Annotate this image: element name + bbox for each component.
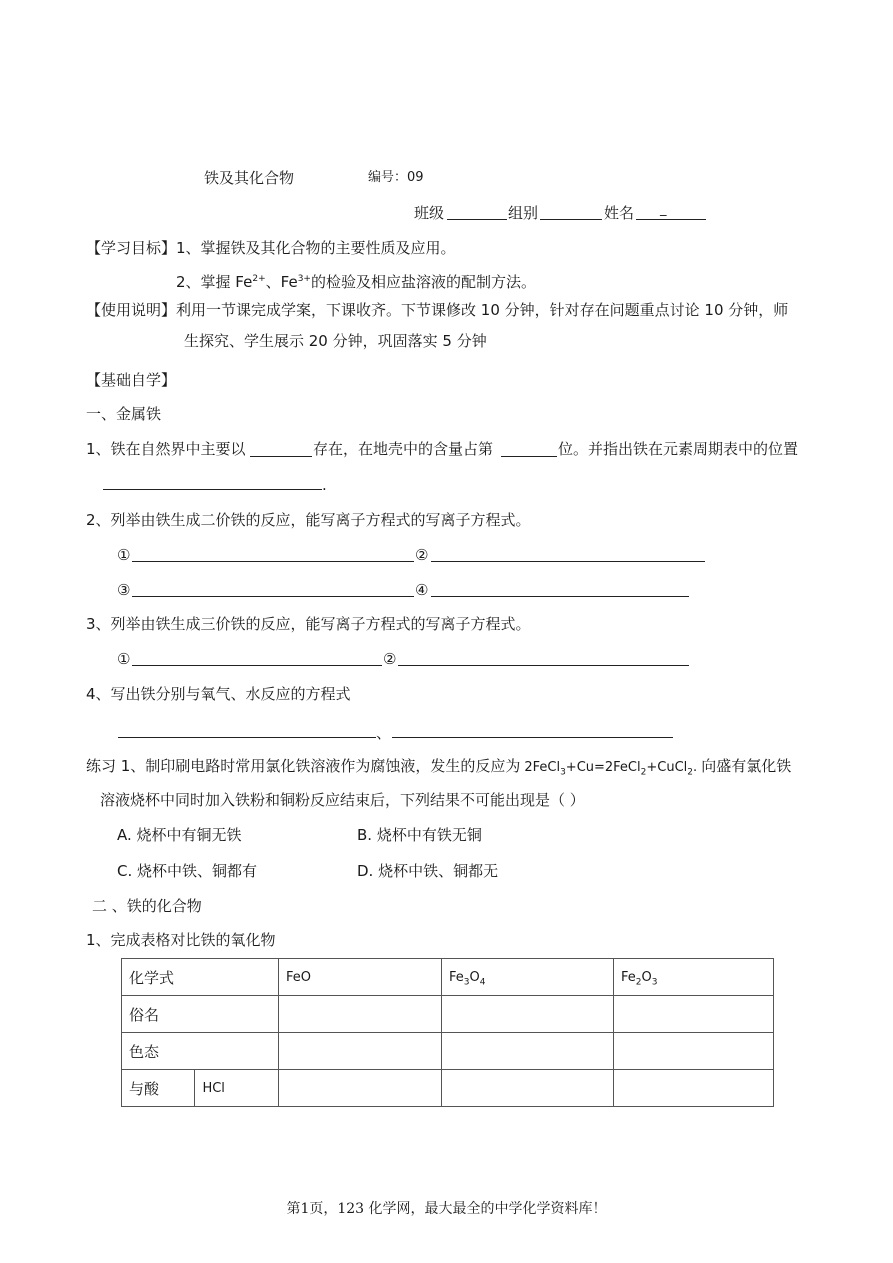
goals-item2-text-c: 的检验及相应盐溶液的配制方法。 <box>310 273 536 291</box>
table-cell[interactable] <box>442 1033 614 1070</box>
page-footer: 第1页，123 化学网，最大最全的中学化学资料库！ <box>286 1201 607 1217</box>
q2-blank-1[interactable] <box>132 561 414 562</box>
eq-sub-1: 3 <box>560 767 566 778</box>
q2-circ-2: ② <box>415 546 429 564</box>
eq-end: . <box>693 760 702 775</box>
class-field[interactable] <box>447 219 507 220</box>
group-field[interactable] <box>540 219 602 220</box>
table-cell[interactable] <box>614 1070 774 1107</box>
q1-text-b: 存在，在地壳中的含量占第 <box>313 440 494 458</box>
practice-text-1-tail: 向盛有氯化铁 <box>701 757 792 775</box>
table-cell[interactable] <box>279 996 442 1033</box>
learning-goals-1 <box>86 238 456 258</box>
table-header-fe2o3 <box>614 959 774 996</box>
fe2o3-sub1: 2 <box>635 977 642 988</box>
q2-blank-4[interactable] <box>431 596 689 597</box>
eq-part-c: +CuCl <box>646 760 688 775</box>
class-label: 班级 <box>414 204 445 222</box>
q2-circ-4: ④ <box>415 581 429 599</box>
option-d[interactable]: D. 烧杯中铁、铜都无 <box>357 862 499 880</box>
practice-text-2: 溶液烧杯中同时加入铁粉和铜粉反应结束后，下列结果不可能出现是（ ） <box>100 791 585 809</box>
option-a[interactable]: A. 烧杯中有铜无铁 <box>117 826 242 844</box>
basic-tag: 【基础自学】 <box>86 371 177 389</box>
q1-text-a: 1、铁在自然界中主要以 <box>86 440 246 458</box>
q3-blank-2[interactable] <box>398 665 689 666</box>
q1-blank-1[interactable] <box>250 456 312 457</box>
goals-sup-2plus: 2+ <box>252 274 266 284</box>
goals-item2-text: 2、掌握 Fe <box>176 273 253 291</box>
usage-line-1 <box>86 300 788 320</box>
goals-item1: 1、掌握铁及其化合物的主要性质及应用。 <box>176 239 456 257</box>
table-cell[interactable] <box>614 996 774 1033</box>
q3-circ-1: ① <box>117 650 131 668</box>
practice-line-1 <box>86 756 791 778</box>
iron-oxides-table <box>121 958 774 1107</box>
fe2o3-b: O <box>641 969 652 985</box>
eq-sub-2: 2 <box>640 767 647 778</box>
q3-text: 3、列举由铁生成三价铁的反应，能写离子方程式的写离子方程式。 <box>86 615 531 633</box>
eq-sub-3: 2 <box>687 767 693 778</box>
table-row <box>122 1070 774 1107</box>
table-row <box>122 959 774 996</box>
table-row-label-common-name: 俗名 <box>122 996 279 1033</box>
table-row-label-color-state: 色态 <box>122 1033 279 1070</box>
q1-blank-2[interactable] <box>501 456 557 457</box>
q1-blank-3[interactable] <box>103 489 322 490</box>
doc-number: 编号：09 <box>368 170 424 185</box>
fe2o3-a: Fe <box>621 969 636 985</box>
section2-title: 二 、铁的化合物 <box>92 897 202 915</box>
practice-text-1: 练习 1、制印刷电路时常用氯化铁溶液作为腐蚀液，发生的反应为 <box>86 757 521 775</box>
q2-text: 2、列举由铁生成二价铁的反应，能写离子方程式的写离子方程式。 <box>86 511 531 529</box>
table-cell[interactable] <box>279 1070 442 1107</box>
learning-goals-2 <box>176 272 536 292</box>
usage-text-2: 生探究、学生展示 20 分钟，巩固落实 5 分钟 <box>184 332 487 350</box>
table-cell[interactable] <box>442 996 614 1033</box>
goals-item2-text-b: 、Fe <box>265 273 298 291</box>
q4-separator: 、 <box>376 724 392 742</box>
eq-part-b: +Cu=2FeCl <box>565 760 641 775</box>
table-row-label-with-acid: 与酸 <box>122 1070 195 1107</box>
q4-blank-2[interactable] <box>392 737 673 738</box>
table-cell[interactable] <box>614 1033 774 1070</box>
q3-circ-2: ② <box>383 650 397 668</box>
q1-end: . <box>322 476 327 494</box>
table-cell[interactable] <box>279 1033 442 1070</box>
table-cell[interactable] <box>442 1070 614 1107</box>
usage-text-1: 利用一节课完成学案，下课收齐。下节课修改 10 分钟，针对存在问题重点讨论 10 分钟，师 <box>176 301 789 319</box>
table-header-feo: FeO <box>279 959 442 996</box>
q4-blank-1[interactable] <box>118 737 376 738</box>
usage-tag: 【使用说明】 <box>86 301 177 319</box>
goals-sup-3plus: 3+ <box>297 274 311 284</box>
q4-text: 4、写出铁分别与氧气、水反应的方程式 <box>86 685 351 703</box>
table-header-formula: 化学式 <box>122 959 279 996</box>
table-header-fe3o4 <box>442 959 614 996</box>
goals-tag: 【学习目标】 <box>86 239 177 257</box>
option-b[interactable]: B. 烧杯中有铁无铜 <box>357 826 482 844</box>
name-label: 姓名 <box>604 204 635 222</box>
practice-equation <box>524 760 702 778</box>
section1-title: 一、金属铁 <box>86 405 162 423</box>
fe3o4-sub2: 4 <box>479 977 486 988</box>
fe3o4-a: Fe <box>449 969 464 985</box>
table-row-sublabel-hcl: HCl <box>195 1070 279 1107</box>
fe2o3-sub2: 3 <box>651 977 658 988</box>
name-fill: _ <box>660 202 667 217</box>
name-field[interactable] <box>636 219 706 220</box>
fe3o4-b: O <box>469 969 480 985</box>
q2-circ-3: ③ <box>117 581 131 599</box>
q3-blank-1[interactable] <box>132 665 382 666</box>
option-c[interactable]: C. 烧杯中铁、铜都有 <box>117 862 258 880</box>
group-label: 组别 <box>508 204 539 222</box>
fe3o4-sub1: 3 <box>463 977 470 988</box>
section2-q1: 1、完成表格对比铁的氧化物 <box>86 931 276 949</box>
table-row <box>122 996 774 1033</box>
q2-circ-1: ① <box>117 546 131 564</box>
q2-blank-2[interactable] <box>431 561 705 562</box>
q2-blank-3[interactable] <box>132 596 414 597</box>
doc-title: 铁及其化合物 <box>204 169 295 187</box>
table-row <box>122 1033 774 1070</box>
eq-part-a: 2FeCl <box>524 760 561 775</box>
q1-text-c: 位。并指出铁在元素周期表中的位置 <box>558 440 799 458</box>
